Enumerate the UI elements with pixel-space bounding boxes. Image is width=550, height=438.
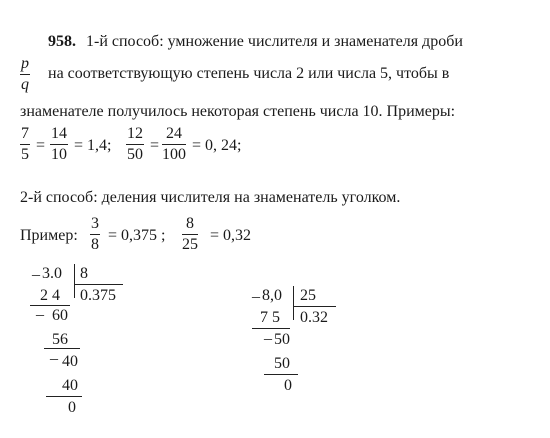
method1-text-line1: 1-й способ: умножение числителя и знаменателя дроби: [86, 33, 463, 50]
method1-text-line3: знаменателе получилось некоторая степень числа 10. Примеры:: [20, 103, 456, 120]
division-subtrahend: 2 4: [40, 287, 60, 304]
division-subtrahend: 40: [62, 377, 78, 394]
fraction-numerator: 14: [50, 126, 68, 145]
problem-number: 958.: [48, 33, 76, 50]
example2-result2: = 0,32: [210, 227, 252, 244]
fraction-denominator: q: [21, 76, 29, 93]
method2-text: 2-й способ: деления числителя на знаменатель уголком.: [20, 189, 401, 206]
fraction-numerator: p: [20, 56, 30, 75]
minus-sign: _: [36, 301, 44, 318]
division-final-remainder: 0: [68, 399, 76, 416]
equals-sign: =: [150, 137, 160, 154]
division-subtrahend: 56: [52, 331, 68, 348]
minus-sign: _: [50, 345, 58, 362]
fraction-denominator: 8: [91, 236, 99, 253]
example2-label: Пример:: [20, 227, 78, 244]
division-divisor-line: [75, 284, 123, 285]
fraction-denominator: 5: [21, 146, 29, 163]
division-divisor: 25: [300, 287, 316, 304]
division-divisor-line: [294, 306, 336, 307]
example1-fraction-24-100: [162, 126, 186, 163]
division-subtrahend: 50: [274, 355, 290, 372]
example1-fraction-14-10: [50, 126, 68, 163]
minus-sign: _: [32, 261, 40, 278]
division-remainder: 40: [62, 353, 78, 370]
division-vertical-bar: [293, 286, 294, 320]
division-final-remainder: 0: [284, 377, 292, 394]
method1-text-line2: на соответствующую степень числа 2 или числа 5, чтобы в: [48, 65, 450, 82]
fraction-numerator: 7: [20, 126, 30, 145]
division-underline: [46, 396, 82, 397]
equals-sign: =: [36, 137, 46, 154]
fraction-denominator: 50: [127, 146, 143, 163]
division-subtrahend: 7 5: [260, 309, 280, 326]
fraction-numerator: 8: [182, 216, 198, 235]
division-dividend: 8,0: [262, 287, 282, 304]
fraction-numerator: 3: [90, 216, 100, 235]
division-remainder: 50: [274, 331, 290, 348]
example1-result: = 1,4;: [74, 137, 112, 154]
example2-fraction-8-25: [182, 216, 198, 253]
division-divisor: 8: [80, 265, 88, 282]
fraction-denominator: 10: [51, 146, 67, 163]
division-underline: [264, 374, 298, 375]
example2-result1: = 0,375 ;: [108, 227, 166, 244]
division-dividend: 3.0: [42, 265, 62, 282]
minus-sign: _: [264, 325, 272, 342]
fraction-denominator: 25: [182, 236, 198, 253]
fraction-p-over-q: [20, 56, 30, 93]
example1-fraction-12-50: [126, 126, 144, 163]
fraction-numerator: 12: [126, 126, 144, 145]
division-quotient: 0.375: [80, 287, 116, 304]
example2-fraction-3-8: [90, 216, 100, 253]
division-quotient: 0.32: [300, 309, 328, 326]
fraction-numerator: 24: [162, 126, 186, 145]
division-remainder: 60: [52, 307, 68, 324]
minus-sign: _: [252, 283, 260, 300]
division-vertical-bar: [74, 264, 75, 298]
example1-result2: = 0, 24;: [192, 137, 242, 154]
fraction-denominator: 100: [162, 146, 186, 163]
example1-fraction-7-5: [20, 126, 30, 163]
